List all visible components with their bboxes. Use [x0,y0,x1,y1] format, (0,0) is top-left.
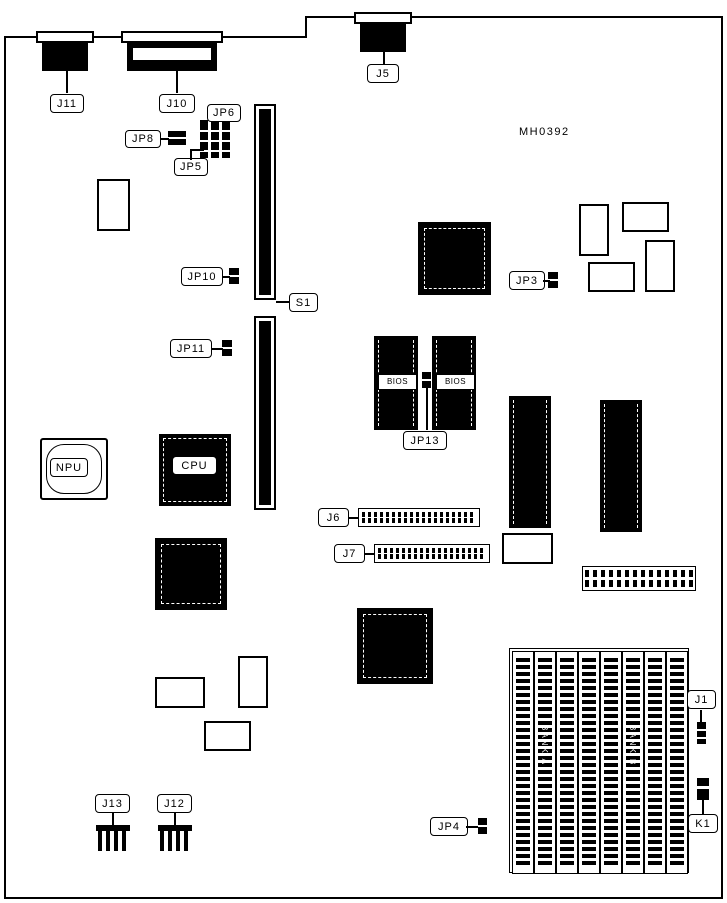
leader-jp8 [161,138,169,140]
label-j7: J7 [334,544,365,563]
label-bios-left: BIOS [378,374,417,390]
label-s1: S1 [289,293,318,312]
header-j6 [358,508,480,527]
label-bank-a: BANK A [540,725,549,766]
leader-j1 [700,710,702,724]
component-k1-body [697,778,709,800]
connector-j12-pin [176,831,180,851]
label-jp5: JP5 [174,158,208,176]
label-j11: J11 [50,94,84,113]
label-bank-b: BANK B [628,725,637,767]
component-rect-upper-left [97,179,130,231]
leader-j11 [66,71,68,93]
jumper-jp13-gap [422,379,431,381]
connector-j13-pin [98,831,102,851]
connector-j5-flange [354,12,412,24]
leader-jp5-h [190,149,204,151]
label-jp11: JP11 [170,339,212,358]
leader-jp6 [214,122,216,128]
label-j5: J5 [367,64,399,83]
chip-asic-top-core [424,228,485,289]
label-npu: NPU [50,458,88,477]
chip-asic-left-core [161,544,221,604]
label-j10: J10 [159,94,195,113]
connector-j12-pin [168,831,172,851]
component-rect-lower-left-3 [238,656,268,708]
connector-j13-pin [122,831,126,851]
jumper-jp4-gap [478,825,487,827]
simm-socket [644,651,666,874]
simm-socket [556,651,578,874]
label-j12: J12 [157,794,192,813]
connector-j10-slot [131,46,213,62]
connector-j1-pins [697,722,706,744]
label-jp8: JP8 [125,130,161,148]
simm-socket [578,651,600,874]
memory-bank-area [509,648,689,873]
simm-socket [666,651,688,874]
header-j7 [374,544,490,563]
connector-j12-pin [184,831,188,851]
jumper-gap-1 [199,130,231,132]
label-j13: J13 [95,794,130,813]
leader-jp4 [466,826,478,828]
jumper-extra-pins [222,120,230,158]
label-jp3: JP3 [509,271,545,290]
simm-socket [600,651,622,874]
revision-text: MH0392 [519,126,570,138]
leader-j10 [176,71,178,93]
slot-s1-upper-inner [259,109,271,295]
jumper-jp11-gap [222,347,232,349]
slot-s1-lower-inner [259,321,271,505]
leader-j12 [174,813,176,825]
connector-j1-gap-2 [697,737,706,739]
label-k1: K1 [688,814,718,833]
leader-jp13 [426,388,428,430]
connector-j13-pin [106,831,110,851]
component-k1-gap [697,786,709,789]
chip-asic-bottom-core [363,614,427,678]
component-rect-right-1 [579,204,609,256]
jumper-jp5-pins [200,120,208,158]
component-rect-right-2 [622,202,669,232]
label-cpu: CPU [172,456,217,475]
simm-socket [512,651,534,874]
leader-jp10 [222,276,230,278]
leader-jp3 [543,280,550,282]
chip-vertical-1-core [513,400,547,524]
component-rect-lower-left-1 [155,677,205,708]
chip-vertical-2-core [604,404,638,528]
label-j1: J1 [687,690,716,709]
component-rect-mid-right [502,533,553,564]
jumper-jp10-gap [229,275,239,277]
component-rect-right-3 [588,262,635,292]
label-jp4: JP4 [430,817,468,836]
leader-j5 [383,52,385,64]
connector-j10-flange [121,31,223,43]
label-jp6: JP6 [207,104,241,122]
jumper-gap-2 [199,140,231,142]
label-jp13: JP13 [403,431,447,450]
leader-k1 [702,800,704,814]
leader-j13 [112,813,114,825]
label-jp10: JP10 [181,267,223,286]
leader-s1 [276,301,290,303]
connector-j12-pin [160,831,164,851]
connector-j13-pin [114,831,118,851]
connector-j11-body [42,43,88,71]
connector-j5-body [360,24,406,52]
connector-j1-gap-1 [697,729,706,731]
component-rect-right-4 [645,240,675,292]
leader-jp5-v [190,150,192,160]
connector-j11-flange [36,31,94,43]
component-rect-lower-left-2 [204,721,251,751]
leader-jp11 [211,348,223,350]
jumper-jp8-gap [168,137,186,139]
label-bios-right: BIOS [436,374,475,390]
header-strip-right [582,566,696,591]
label-j6: J6 [318,508,349,527]
